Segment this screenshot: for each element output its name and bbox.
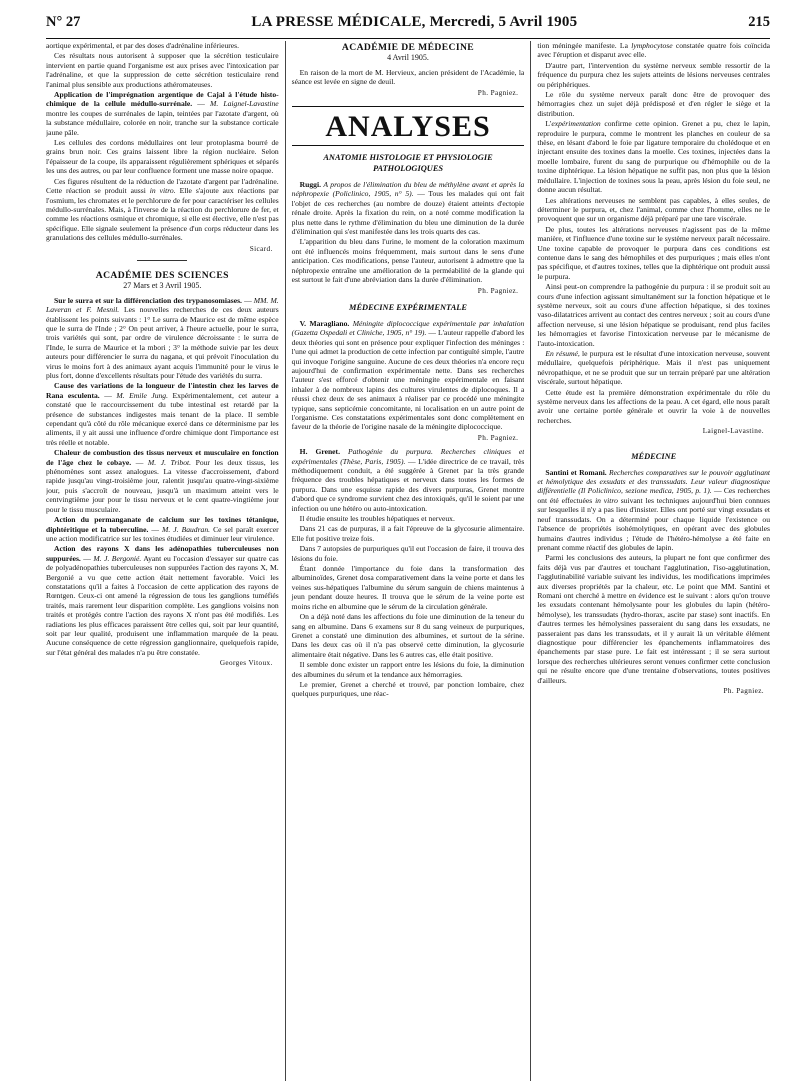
- text: tion méningée manifeste. La: [537, 41, 628, 50]
- article-tribot: Chaleur de combustion des tissus nerveux et musculaire en fonction de l'âge chez le cobaye. — M. J. Tribot. Pour les deux tissus, les phénomènes sont assez analogues. La vitesse d'accroissement, d'abord rapide jusqu'au vingt-troisième jour, ralentit jusqu'au quatre-vingt-sixième jour, puis s'accroît de nouveau, jusqu'à un maximum atteint vers le centvingtième jour pour le tissu nerveux et le cent quatre-vingtième jour pour le tissu musculaire.: [46, 448, 279, 514]
- article-laveran: Sur le surra et sur la différenciation des trypanosomiases. — MM. M. Laveran et F. Mesnil. Les nouvelles recherches de ces deux auteurs établissent les points suivants : 1° Le surra de Maurice est de même espèce que le surra de l'Inde ; 2° On peut arriver, à l'heure actuelle, pour le surra, trois variétés qui sont, par ordre de virulence décroissante : le surra de l'Inde, le surra de Maurice et la mbori ; 3° la méthode suivie par les deux auteurs pour différencier le surra du nagana, et qui prévoit l'inoculation du virus le moins fort à des animaux ayant acquis l'immunité pour le virus le plus fort, donne d'excellents résultats pour l'étude des variétés du surra.: [46, 295, 279, 380]
- signature: Laignel-Lavastine.: [702, 427, 765, 436]
- header-rule: [46, 38, 770, 39]
- signature: Georges Vitoux.: [219, 659, 273, 668]
- section-date: 27 Mars et 3 Avril 1905.: [123, 281, 202, 291]
- review-ruggi: [292, 180, 525, 236]
- text: constatée quatre fois coïncida avec l'éruption et disparut avec elle.: [537, 41, 771, 60]
- article-title: Action du permanganate de calcium sur les toxines tétanique, diphtéritique et la tuberculine.: [46, 515, 279, 534]
- paragraph: Le rôle du système nerveux paraît donc être de provoquer des hémorragies chez un sujet déjà prédisposé et d'en régler le siège et la distribution.: [537, 90, 771, 118]
- page-number: 215: [748, 14, 770, 30]
- review-author: Ruggi.: [299, 180, 321, 190]
- signature: Ph. Pagniez.: [477, 286, 519, 295]
- article-text: Ce sel paraît exercer une action modificatrice sur les toxines étudiées et diminuer leur virulence.: [46, 524, 279, 543]
- column-3: [530, 41, 770, 1081]
- article-author: MM. M. Laveran et F. Mesnil.: [46, 295, 279, 315]
- review-title: Méningite diplococcique expérimentale par inhalation: [352, 318, 525, 328]
- article-author: M. Emile Jung.: [116, 390, 168, 400]
- text: le purpura est le résultat d'une intoxication nerveuse, souvent médullaire, quelquefois périphérique. Mais il n'est pas uniquement névropathique, et ne se produit que sur un terrain préparé par une altération viscérale, surtout hépatique.: [537, 349, 771, 387]
- paragraph: Dans 21 cas de purpuras, il a fait l'épreuve de la glycosurie alimentaire. Elle fut positive treize fois.: [291, 524, 525, 543]
- article-title: Cause des variations de la longueur de l'intestin chez les larves de Rana esculenta.: [46, 381, 279, 400]
- page-header: [46, 14, 770, 36]
- paragraph: Ainsi peut-on comprendre la pathogénie du purpura : il se produit soit au cours d'une infection agissant simultanément sur la fonction hépatique et le système nerveux, soit au cours d'une affection hépatique, si des toxines vaso-dilatatrices arrivent au contact des centres nerveux ; soit au cours d'une affection nerveuse, si une lésion hépatique se produisant, rend plus faciles les hémorragies et favorise l'intoxication nerveuse par le mécanisme de l'auto-intoxication.: [537, 282, 771, 348]
- paragraph: Parmi les conclusions des auteurs, la plupart ne font que confirmer des faits déjà vus par d'autres et touchant l'agglutination, l'iso-agglutination, l'agglutinabilité variable suivant les individus, les modifications imprimées aux diverses propriétés par la chaleur, etc. Le point que MM. Santini et Romani ont cherché à mettre en évidence est le suivant : alors qu'on trouve les exsudats contenant hémolysante pour les globules du lapin (hétéro-hémolyse), les transsudats (hydro-thorax, ascite par stase) sont inactifs. En d'autres termes les hémolysines passeraient du sang dans les exsudats, ne passeraient pas dans les transsudats, et il y aurait là un véritable élément diagnostique pour différencier les épanchements inflammatoires des épanchements par stase pure. Le fait est intéressant ; il se sera surtout lorsque des recherches ultérieures seront venues confirmer cette conclusion qui ne résulte encore que d'une trentaine d'observations, toutes positives d'ailleurs.: [537, 553, 771, 685]
- review-reference: (Il Policlinico, sezione medica, 1905, p. 1).: [578, 486, 712, 496]
- paragraph: Les altérations nerveuses ne semblent pas capables, à elles seules, de déterminer le purpura, et, chez l'animal, comme chez l'homme, elles ne le provoquent que sur un organisme déjà préparé par une tare viscérale.: [537, 195, 771, 224]
- text: L': [545, 119, 552, 129]
- signature: Ph. Pagniez.: [477, 433, 519, 442]
- review-text: suivant les techniques aujourd'hui bien connues sur lesquelles il n'y a pas lieu d'insister. Elles ont porté sur vingt exsudats et neuf transsudats. On a déterminé pour chaque liquide l'existence ou l'absence de propriétés isohémolytiques, en opérant avec des globules humains d'autres individus ; l'étude de l'hétéro-hémolyse a été faite en prenant comme réactif des globules de lapin.: [537, 495, 771, 552]
- paragraph: [537, 119, 770, 194]
- review-author: V. Maragliano.: [299, 318, 350, 328]
- paragraph: Le premier, Grenet a cherché et trouvé, par ponction lombaire, chez quelques purpuriques, une réac-: [291, 679, 525, 699]
- subsection-title: MÉDECINE: [631, 451, 677, 461]
- review-grenet: [292, 447, 525, 513]
- review-text: — L'auteur rappelle d'abord les deux théories qui sont en présence pour expliquer l'infection des méninges : l'une qui admet la production de cette infection par contiguïté simple, l'autre qui invoque l'origine sanguine. Aucune de ces deux théories n'a encore reçu aujourd'hui de confirmation expérimentale nette. Dans ses recherches l'auteur s'est efforcé d'obtenir une méningite expérimentale en faisant inhaler à de nombreux lapins des cultures virulentes de diplocoques. Il a réussi chez deux de ses animaux à réaliser par ce procédé une méningite typique, sans septicémie concomitante, ni localisation en un autre point de l'organisme. Ces constatations expérimentales sont donc complètement en faveur de la théorie de l'origine nasale de la méningite diplococcique.: [291, 328, 525, 432]
- article-author: M. Laignel-Lavastine: [210, 99, 279, 109]
- signature: Ph. Pagniez.: [723, 687, 765, 695]
- text-italic: in vitro: [595, 495, 618, 505]
- review-title: A propos de l'élimination du bleu de méthylène avant et après la néphropexie: [291, 180, 525, 199]
- paragraph: aortique expérimental, et par des doses d'adrénaline inférieures.: [46, 41, 240, 50]
- article-bergonie: Action des rayons X dans les adénopathies tuberculeuses non suppurées. — M. J. Bergonié. Ayant eu l'occasion d'essayer sur quatre cas de polyadénopathies tuberculeuses non suppurées l'action des rayons X, M. Bergonié a vu que cette action était nettement favorable. Voici les constatations qu'il a faites à l'occasion de cette application des rayons de Rœntgen. Ceux-ci ont amené la régression de tous les ganglions tuméfiés traités, mais rarement leur disparition complète. Les ganglions voisins non traités et protégés contre l'action des rayons X n'ont pas été modifiés. Les radiations les plus efficaces paraissent être celles qui, soit par leur quantité, soit par leur qualité, produisent une inflammation marquée de la peau. Aucune conséquence de cette régression ganglionnaire, quelquefois rapide, sur l'état général des malades n'a pu être constatée.: [46, 544, 279, 657]
- review-reference: (Policlinico, 1905, n° 5).: [332, 189, 414, 199]
- column-1: [46, 41, 279, 1081]
- article-title: Sur le surra et sur la différenciation des trypanosomiases.: [54, 295, 242, 305]
- signature: Ph. Pagniez.: [477, 88, 519, 97]
- text-italic: En résumé,: [545, 349, 580, 358]
- article-text: Expérimentalement, cet auteur a constaté que le raccourcissement du tube intestinal est retardé par la présence de substances indigestes mais tenant de la place. Il semble cependant qu'à côté du rôle mécanique exercé dans ce déterminisme par les aliments, il y ait aussi une influence d'ordre chimique dont l'importance est très réelle et notable.: [46, 390, 279, 447]
- subsection-title: ANATOMIE HISTOLOGIE ET PHYSIOLOGIE PATHOLOGIQUES: [323, 153, 493, 174]
- paragraph: En raison de la mort de M. Hervieux, ancien président de l'Académie, la séance est levée en signe de deuil.: [291, 67, 525, 87]
- review-santini: [537, 468, 770, 553]
- text-italic: expérimentation: [551, 119, 601, 129]
- paragraph: Cette étude est la première démonstration expérimentale du rôle du système nerveux dans les affections de la peau. A cet égard, elle nous paraît avoir une certaine portée générale et ouvrir la voie à de nouvelles recherches.: [537, 387, 771, 425]
- text: Ces figures résultent de la réduction de l'azotate d'argent par l'adrénaline. Cette réaction se produit aussi: [46, 176, 279, 196]
- article-title: Action des rayons X dans les adénopathies tuberculeuses non suppurées.: [46, 544, 279, 563]
- article-author: M. J. Bergonié.: [93, 553, 142, 563]
- column-2: [285, 41, 525, 1081]
- paragraph: [537, 349, 770, 387]
- review-title: Pathogénie du purpura. Recherches cliniques et expérimentales: [291, 447, 525, 466]
- review-reference: (Gazetta Ospedali et Cliniche, 1905, n° 19).: [291, 328, 427, 338]
- article-author: M. J. Baudran.: [162, 524, 211, 534]
- review-text: — Tous les malades qui ont fait l'objet de ces recherches (au nombre de douze) étaient atteints d'ectopie rénale droite. Après la fixation du rein, on a noté comme modification la plus nette dans le rythme d'élimination du bleu une diminution de la durée d'élimination qui s'est manifestée dans les trois quarts des cas.: [291, 189, 525, 237]
- section-title: ACADÉMIE DES SCIENCES: [95, 269, 229, 281]
- review-text: — L'idée directrice de ce travail, très méthodiquement conduit, a été suggérée à Grenet par la très grande fréquence des troubles hépatiques et nerveux dans toutes les formes de purpura. Dans une esquisse rapide des divers purpuras, Grenet montre d'abord que ce syndrome survient chez des intoxiqués, qu'il le soient par une infection ou une hétéro ou auto-intoxication.: [291, 456, 525, 513]
- issue-number: N° 27: [46, 14, 81, 30]
- review-reference: (Thèse, Paris, 1905).: [340, 456, 406, 466]
- review-author: H. Grenet.: [299, 447, 340, 457]
- section-date: 4 Avril 1905.: [387, 53, 429, 63]
- paragraph: Étant donnée l'importance du foie dans la transformation des albuminoïdes, Grenet dosa comparativement dans la veine porte et dans les veines sus-hépatiques l'albumine du sérum sanguin de chiens maintenus à jeun pendant douze heures. Il trouva que le sérum de la veine porte est moins riche en albumine que le sérum de la circulation générale.: [291, 564, 525, 611]
- article-author: M. J. Tribot.: [147, 457, 192, 467]
- article-title: Application de l'imprégnation argentique de Cajal à l'étude histo-chimique de la cellule médullo-surrénale.: [46, 90, 279, 109]
- text: confirme cette opinion. Grenet a pu, chez le lapin, reproduire le purpura, comme le montrent les planches en couleur de sa thèse, en lésant d'abord le foie par ligature temporaire du cholédoque et en injectant ensuite des toxines dans la moelle. Ces toxines, injectées dans la moelle lombaire, furent du sang de purpurique ou d'hémophile ou de la toxine diphtérique. La lésion hépatique ne suffit pas, non plus que la lésion médullaire. L'injection de toxines sous la peau, après lésion du foie seul, ne donne aucun résultat.: [537, 119, 771, 195]
- text-italic: in vitro.: [149, 186, 176, 196]
- review-title: Recherches comparatives sur le pouvoir agglutinant et hémolytique des exsudats et des transsudats. Leur valeur diagnostique différentielle: [537, 467, 771, 496]
- article-jung: Cause des variations de la longueur de l'intestin chez les larves de Rana esculenta. — M. Emile Jung. Expérimentalement, cet auteur a constaté que le raccourcissement du tube intestinal est retardé par la présence de substances indigestes mais tenant de la place. Il semble cependant qu'à côté du rôle mécanique exercé dans ce déterminisme par les aliments, il y ait aussi une influence d'ordre chimique dont l'importance est très réelle et notable.: [46, 381, 279, 447]
- article-text: Ayant eu l'occasion d'essayer sur quatre cas de polyadénopathies tuberculeuses non suppurées l'action des rayons X, M. Bergonié a vu que cette action était nettement favorable. Voici les constatations qu'il a faites à l'occasion de cette application des rayons de Rœntgen. Ceux-ci ont amené la régression de tous les ganglions tuméfiés traités, mais rarement leur disparition complète. Les ganglions voisins non traités et protégés contre l'action des rayons X n'ont pas été modifiés. Les radiations les plus efficaces paraissent être celles qui, soit par leur quantité, soit par leur qualité, produisent une inflammation marquée de la peau. Aucune conséquence de cette régression ganglionnaire, quelquefois rapide, sur l'état général des malades n'a pu être constatée.: [46, 553, 279, 657]
- section-divider: [137, 260, 187, 261]
- text: Elle s'ajoute aux réactions par l'osmium, les chromates et le perchlorure de fer pour caractériser les cellules médullo-surrénales. Mais, à l'inverse de la réaction du perchlorure de fer, et comme les réactions osmique et chromique, si elle est élective, elle n'est pas spécifique. Elle signale seulement la présence d'un corps réducteur dans les granulations des cellules médullo-surrénales.: [46, 186, 279, 243]
- columns: [46, 41, 770, 1081]
- review-maragliano: [292, 319, 525, 432]
- article-text: Pour les deux tissus, les phénomènes sont assez analogues. La vitesse d'accroissement, d'abord rapide jusqu'au vingt-troisième jour, ralentit jusqu'au quatre-vingt-sixième jour, puis s'accroît de nouveau, jusqu'à un maximum atteint vers le centvingtième jour pour le tissu nerveux et le cent quatre-vingtième jour pour le tissu musculaire.: [46, 457, 279, 514]
- paragraph: Dans 7 autopsies de purpuriques qu'il eut l'occasion de faire, il trouva des lésions du foie.: [291, 544, 525, 563]
- publication-title: LA PRESSE MÉDICALE, Mercredi, 5 Avril 1905: [251, 14, 578, 30]
- review-author: Santini et Romani.: [545, 467, 607, 477]
- article-baudran: Action du permanganate de calcium sur les toxines tétanique, diphtéritique et la tuberculine. — M. J. Baudran. Ce sel paraît exercer une action modificatrice sur les toxines étudiées et diminuer leur virulence.: [46, 515, 279, 543]
- paragraph: [537, 41, 770, 60]
- article-text: montre les coupes de surrénales de lapin, teintées par l'azotate d'argent, où la substance médullaire, colorée en noir, tranche sur la substance corticale jaune pâle.: [46, 108, 279, 137]
- article-text: Les nouvelles recherches de ces deux auteurs établissent les points suivants : 1° Le surra de Maurice est de même espèce que le surra de l'Inde ; 2° On peut arriver, à l'heure actuelle, pour le surra, trois variétés qui sont, par ordre de virulence décroissante : le surra de l'Inde, le surra de Maurice et la mbori ; 3° la méthode suivie par les deux auteurs pour différencier le surra du nagana, et qui prévoit l'inoculation du virus le moins fort à des animaux ayant acquis l'immunité pour le virus le plus fort, donne d'excellents résultats pour l'étude des variétés du surra.: [46, 305, 279, 380]
- article-laignel: Application de l'imprégnation argentique de Cajal à l'étude histo-chimique de la cellule médullo-surrénale. — M. Laignel-Lavastine montre les coupes de surrénales de lapin, teintées par l'azotate d'argent, où la substance médullaire, colorée en noir, tranche sur la substance corticale jaune pâle.: [46, 90, 279, 137]
- paragraph: Ces résultats nous autorisent à supposer que la sécrétion testiculaire intervient en partie quand l'organisme est aux prises avec l'intoxication par l'adrénaline, et que la suppression de cette sécrétion testiculaire rend l'animal plus sensible aux productions athéromateuses.: [46, 51, 279, 89]
- section-title: ACADÉMIE DE MÉDECINE: [341, 42, 475, 53]
- article-title: Chaleur de combustion des tissus nerveux et musculaire en fonction de l'âge chez le cobaye.: [46, 448, 279, 467]
- paragraph: On a déjà noté dans les affections du foie une diminution de la teneur du sang en albumine. Dans 6 examens sur 8 du sang veineux de purpuriques, Grenet a constaté une diminution des albumines, et surtout de la sérine. Dans les deux cas où il n'a pas observé cette diminution, la glycosurie alimentaire était négative. Dans les 6 autres cas, elle était positive.: [291, 612, 525, 659]
- paragraph: [46, 177, 279, 243]
- analyses-heading: ANALYSES: [292, 106, 525, 146]
- paragraph: De plus, toutes les altérations nerveuses n'agissent pas de la même manière, et l'influence d'une toxine sur le système nerveux paraît nécessaire. Une toxine capable de provoquer le purpura dans ces conditions est contenue dans le sang des hémophiles et des purpuriques ; mais elles n'ont pas spécifique, et d'autres toxines, telles que la diphtérique ont produit aussi le purpura.: [537, 224, 771, 281]
- review-text: — Ces recherches ont été effectuées: [537, 486, 770, 505]
- paragraph: L'apparition du bleu dans l'urine, le moment de la coloration maximum ont été influencés moins fréquemment, mais surtout dans le sens d'une anticipation. Ces modifications, pense l'auteur, autorisent à admettre que la néphropexie entraîne une amélioration de la perméabilité de la glande qui est surtout le fait d'une abréviation dans la durée d'élimination.: [291, 237, 525, 285]
- signature: Sicard.: [249, 244, 273, 253]
- subsection-title: MÉDECINE EXPÉRIMENTALE: [349, 302, 467, 312]
- paragraph: D'autre part, l'intervention du système nerveux semble ressortir de la fréquence du purpura chez les sujets atteints de lésions nerveuses centrales ou périphériques.: [537, 60, 771, 89]
- paragraph: Il étudie ensuite les troubles hépatiques et nerveux.: [299, 514, 455, 524]
- paragraph: Les cellules des cordons médullaires ont leur protoplasma bourré de grains brun noir. Ces grains laissent libre la région nucléaire. Selon l'épaisseur de la coupe, ils apparaissent régulièrement sphériques et séparés les uns des autres, ou par leur confluence forment une masse noire opaque.: [46, 138, 279, 176]
- paragraph: Il semble donc exister un rapport entre les lésions du foie, la diminution des albumines du sérum et la tendance aux hémorragies.: [291, 660, 525, 679]
- text-italic: lymphocytose: [631, 41, 673, 50]
